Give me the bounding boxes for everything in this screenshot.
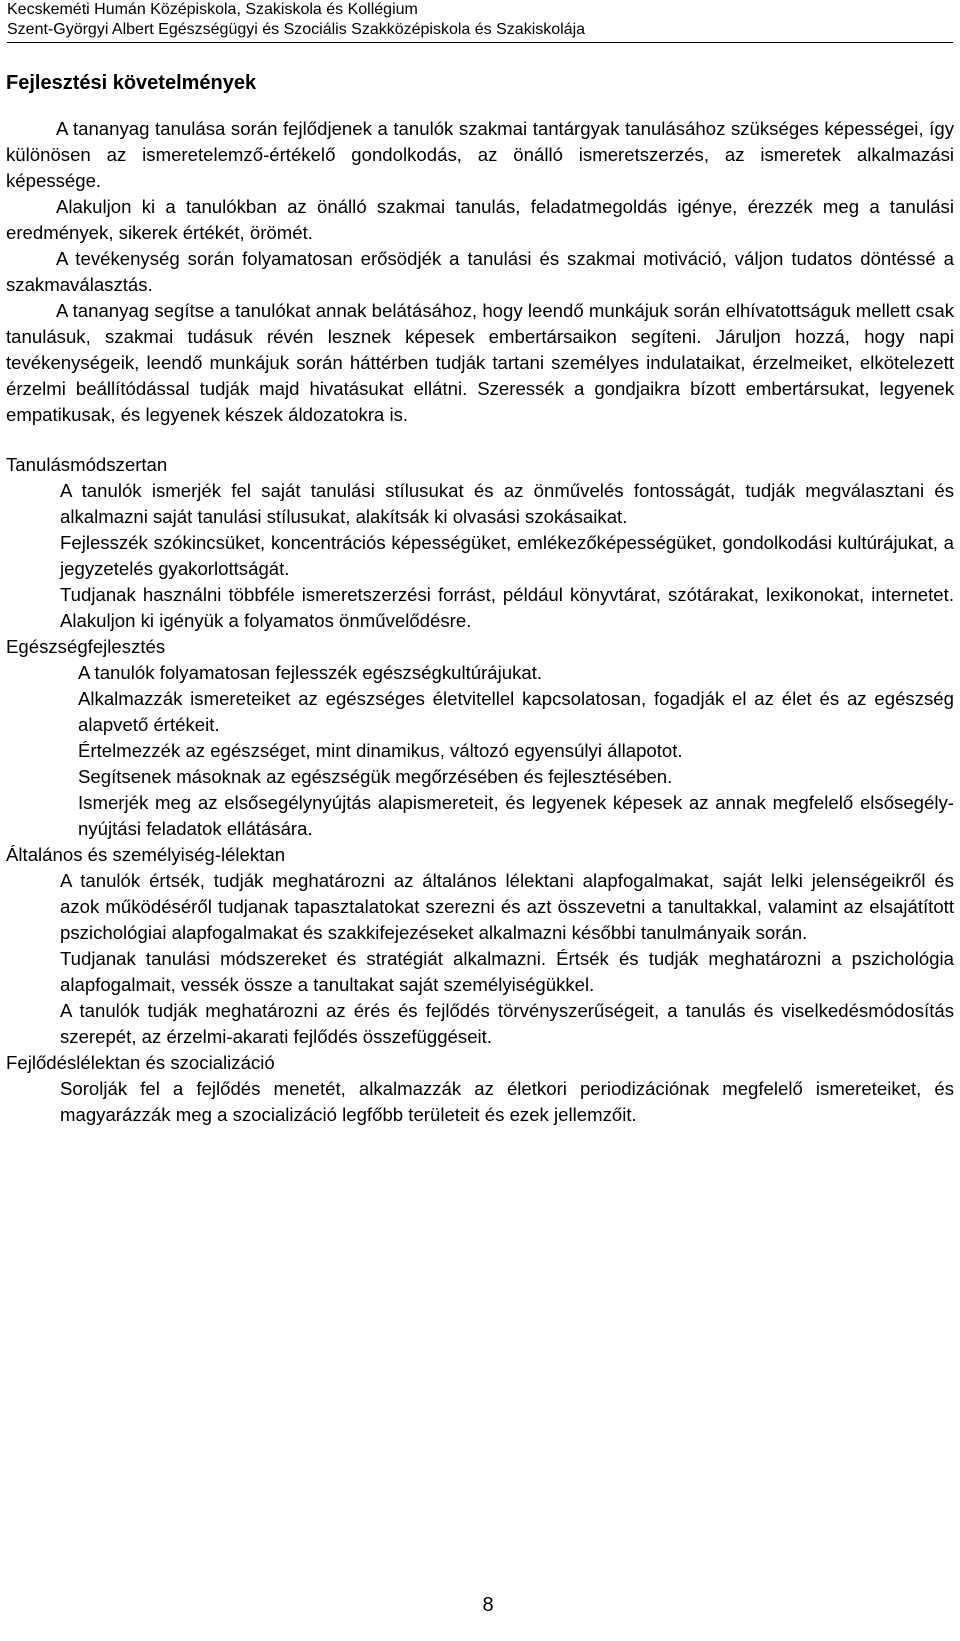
page-number: 8 <box>482 1594 494 1616</box>
section-item: Tudjanak használni többféle ismeretszerzési forrást, például könyvtárat, szótárakat, lexikonokat, internetet. Alakuljon ki igényük a folyamatos önművelődésre. <box>60 584 954 631</box>
page-header <box>7 0 953 43</box>
intro-section <box>6 116 954 428</box>
section-heading: Általános és személyiség-lélektan <box>6 844 286 865</box>
section-item: Ismerjék meg az elsősegélynyújtás alapismereteit, és legyenek képesek az annak megfelelő elsősegély-nyújtási feladatok ellátására. <box>78 792 954 839</box>
section-item: Sorolják fel a fejlődés menetét, alkalmazzák az életkori periodizációnak megfelelő ismereteiket, és magyarázzák meg a szocializáció legfőbb területeit és ezek jellemzőit. <box>60 1078 954 1125</box>
section-heading: Tanulásmódszertan <box>6 454 168 475</box>
intro-paragraph-4: A tananyag segítse a tanulókat annak belátásához, hogy leendő munkájuk során elhívatottságuk mellett csak tanulásuk, szakmai tudásuk révén lesznek képesek embertársaikon segíteni. Járuljon hozzá, hogy napi tevékenységeik, leendő munkájuk során háttérben tudják tartani személyes indulataikat, érzelmeiket, elkötelezett érzelmi beállítódással tudják majd hivatásukat ellátni. Szeressék a gondjaikra bízott embertársukat, legyenek empatikusak, és legyenek készek áldozatokra is. <box>6 300 954 425</box>
section-item: A tanulók tudják meghatározni az érés és fejlődés törvényszerűségeit, a tanulás és viselkedésmódosítás szerepét, az érzelmi-akarati fejlődés összefüggéseit. <box>60 1000 954 1047</box>
school-name-line-1: Kecskeméti Humán Középiskola, Szakiskola és Kollégium <box>7 1 418 18</box>
intro-paragraph-2: Alakuljon ki a tanulókban az önálló szakmai tanulás, feladatmegoldás igénye, érezzék meg a tanulási eredmények, sikerek értékét, örömét. <box>6 196 954 243</box>
section-heading: Fejlődéslélektan és szocializáció <box>6 1052 275 1073</box>
section-egeszsegfejlesztes <box>6 634 954 842</box>
intro-paragraph-1: A tananyag tanulása során fejlődjenek a tanulók szakmai tantárgyak tanulásához szükséges képességei, így különösen az ismeretelemző-értékelő gondolkodás, az önálló ismeretszerzés, az ismeretek alkalmazási képessége. <box>6 118 954 191</box>
school-name-line-2: Szent-Györgyi Albert Egészségügyi és Szociális Szakközépiskola és Szakiskolája <box>7 21 586 38</box>
section-tanulasmodszertan <box>6 452 954 634</box>
section-item: Értelmezzék az egészséget, mint dinamikus, változó egyensúlyi állapotot. <box>78 740 683 761</box>
section-item: Tudjanak tanulási módszereket és stratégiát alkalmazni. Értsék és tudják meghatározni a pszichológia alapfogalmait, vessék össze a tanultakat saját személyiségükkel. <box>60 948 954 995</box>
document-body <box>6 70 954 1128</box>
section-fejlodeslelektan <box>6 1050 954 1128</box>
section-item: Fejlesszék szókincsüket, koncentrációs képességüket, emlékezőképességüket, gondolkodási kultúrájukat, a jegyzetelés gyakorlottságát. <box>60 532 954 579</box>
section-item: Alkalmazzák ismereteiket az egészséges életvitellel kapcsolatosan, fogadják el az élet és az egészség alapvető értékeit. <box>78 688 954 735</box>
page-title: Fejlesztési követelmények <box>6 72 257 94</box>
section-item: A tanulók ismerjék fel saját tanulási stílusukat és az önművelés fontosságát, tudják megválasztani és alkalmazni saját tanulási stílusukat, alakítsák ki olvasási szokásaikat. <box>60 480 954 527</box>
section-item: A tanulók folyamatosan fejlesszék egészségkultúrájukat. <box>78 662 543 683</box>
section-heading: Egészségfejlesztés <box>6 636 166 657</box>
section-altalanos-lelektan <box>6 842 954 1050</box>
intro-paragraph-3: A tevékenység során folyamatosan erősödjék a tanulási és szakmai motiváció, váljon tudatos döntéssé a szakmaválasztás. <box>6 248 954 295</box>
section-item: A tanulók értsék, tudják meghatározni az általános lélektani alapfogalmakat, saját lelki jelenségeikről és azok működéséről tudjanak tapasztalatokat szerezni és azt összevetni a tanultakkal, valamint az elsajátított pszichológiai alapfogalmakat és szakkifejezéseket alkalmazni későbbi tanulmányaik során. <box>60 870 954 943</box>
section-item: Segítsenek másoknak az egészségük megőrzésében és fejlesztésében. <box>78 766 673 787</box>
